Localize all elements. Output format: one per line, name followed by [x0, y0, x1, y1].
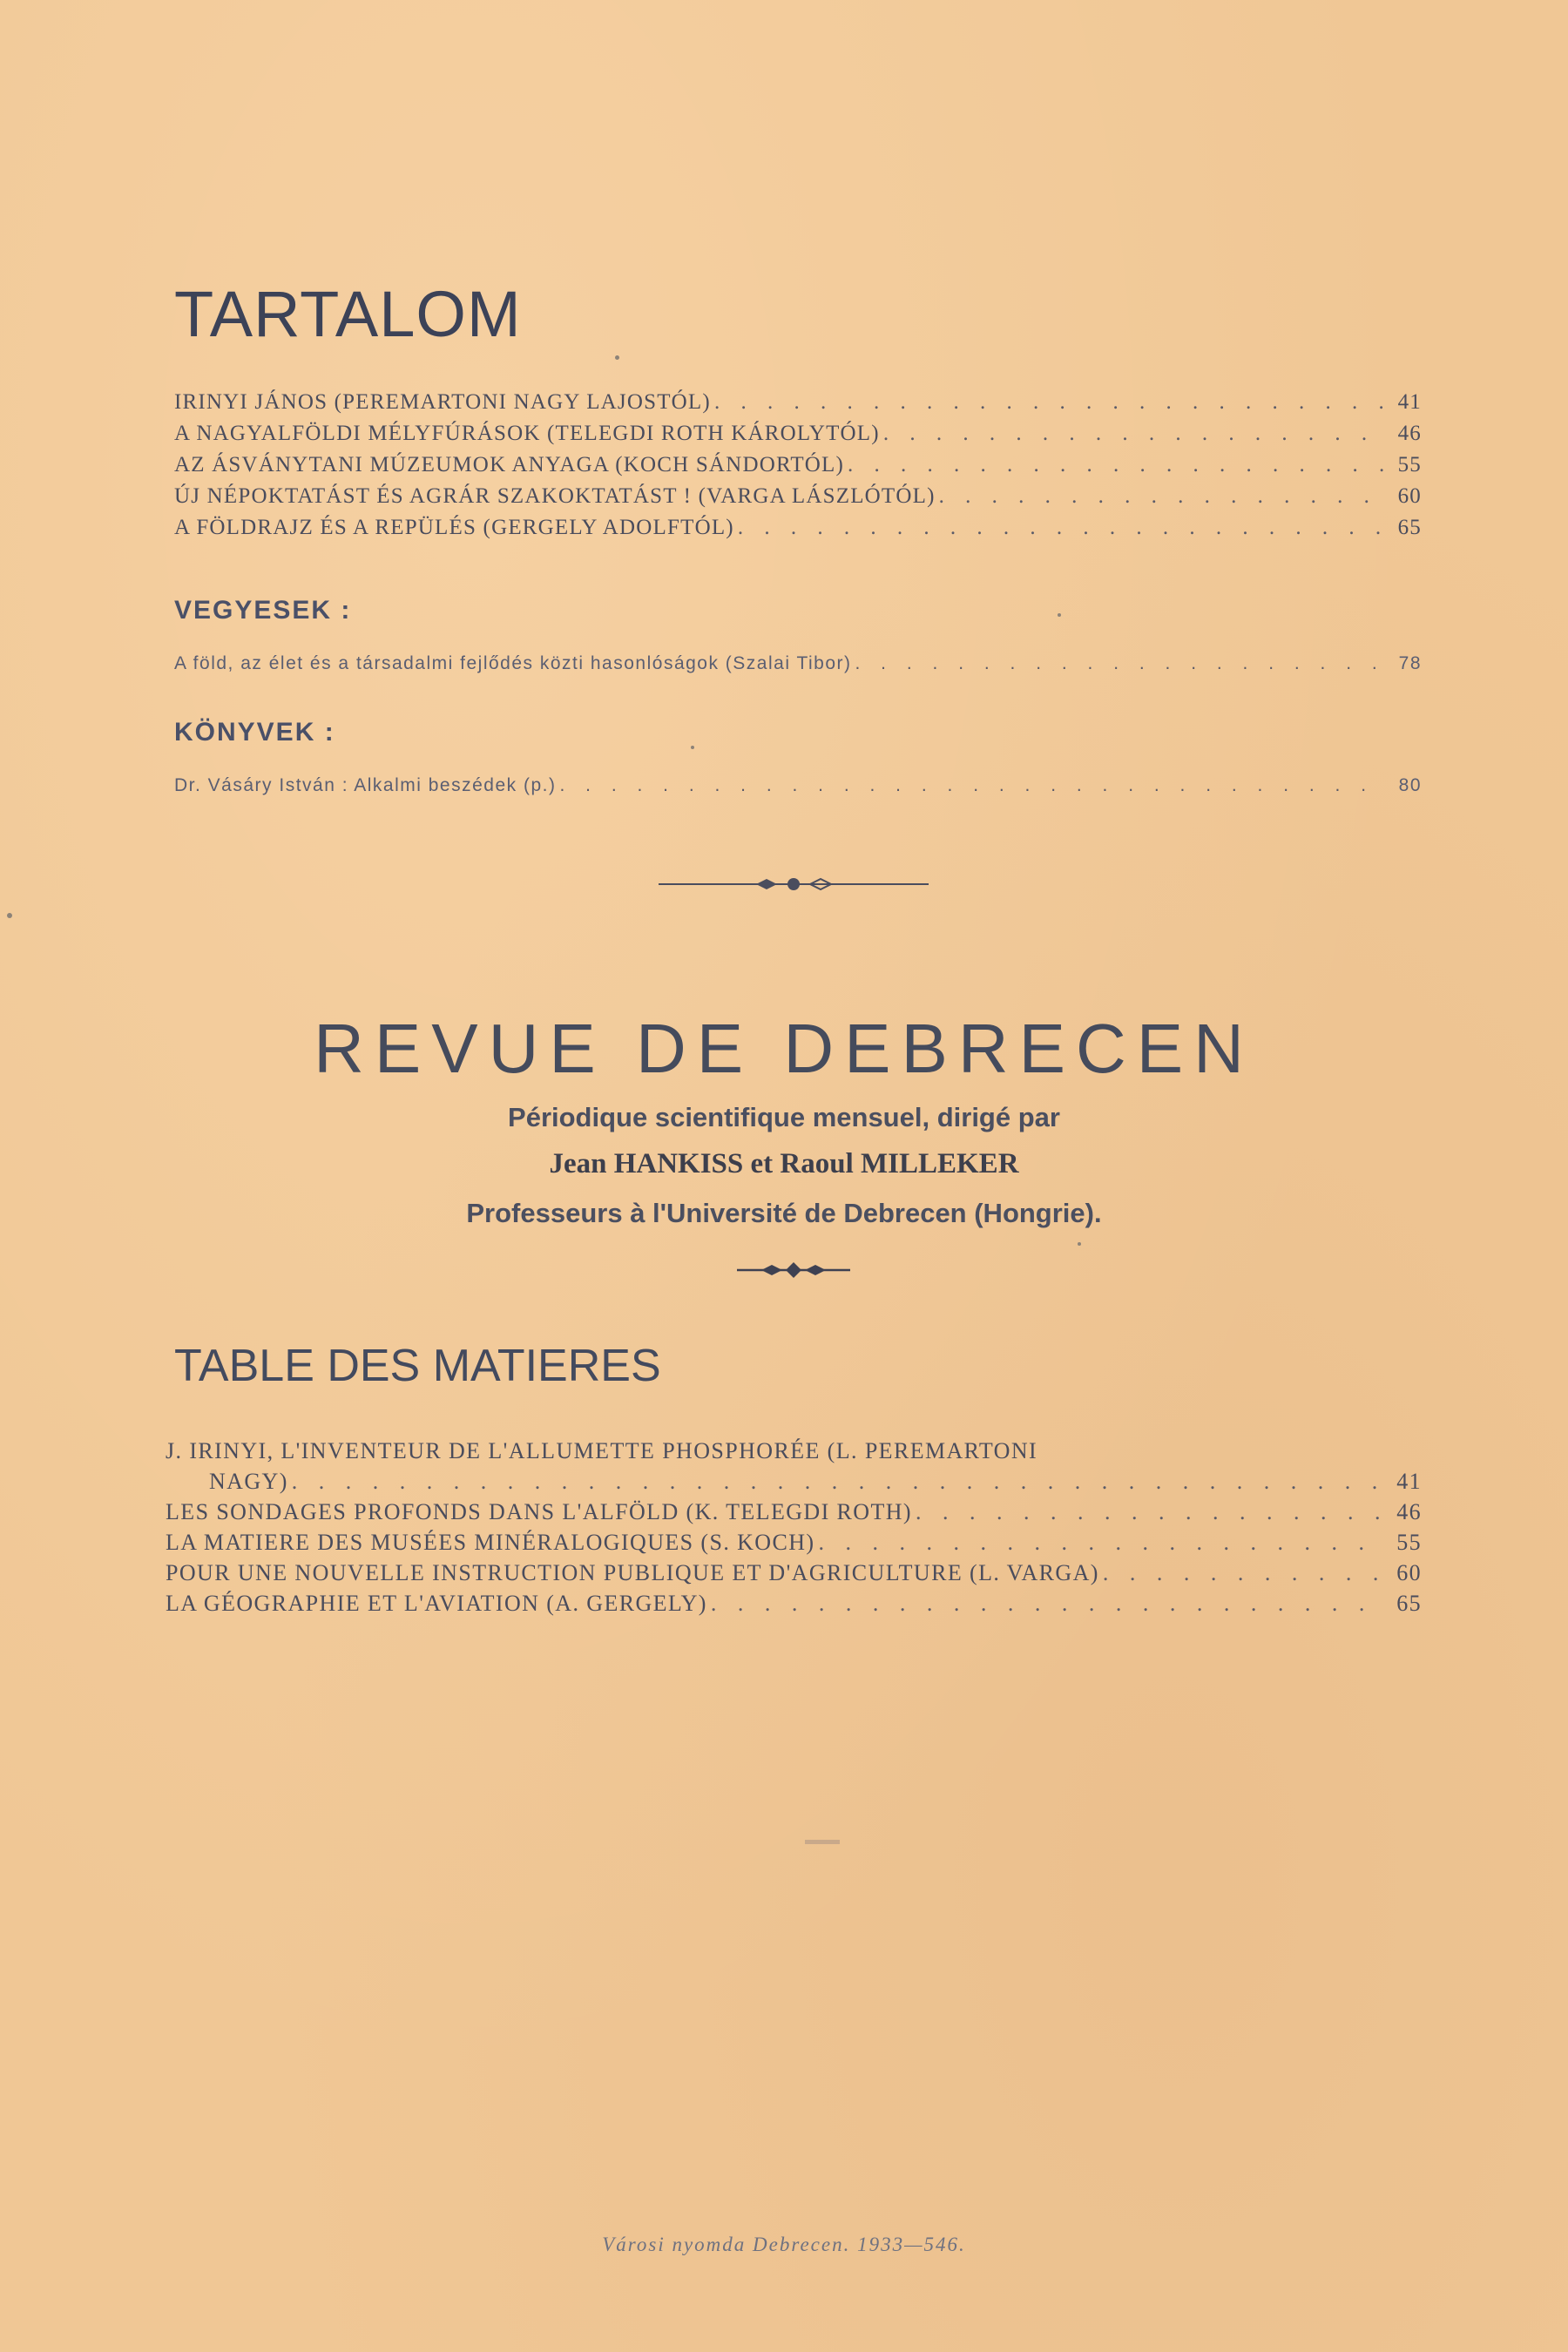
list-item [174, 449, 1422, 481]
entry-title: AZ ÁSVÁNYTANI MÚZEUMOK ANYAGA (KOCH SÁNDORTÓL) [174, 453, 845, 476]
leader-dots [738, 512, 1385, 544]
entry-title-continued: NAGY) [209, 1469, 288, 1494]
ornament-divider-icon [659, 874, 929, 895]
entry-page: 60 [1396, 1560, 1422, 1585]
list-item [174, 418, 1422, 449]
list-item [174, 481, 1422, 512]
entry-page: 41 [1397, 390, 1422, 414]
page-title-tartalom: TARTALOM [174, 278, 522, 350]
list-item [174, 387, 1422, 418]
list-item [166, 1466, 1422, 1497]
entry-page: 80 [1398, 775, 1422, 795]
leader-dots [711, 1588, 1385, 1619]
section-heading-konyvek: KÖNYVEK : [174, 718, 335, 747]
leader-dots [855, 648, 1385, 679]
leader-dots [818, 1527, 1385, 1558]
entry-title: ÚJ NÉPOKTATÁST ÉS AGRÁR SZAKOKTATÁST ! (VARGA LÁSZLÓTÓL) [174, 484, 936, 508]
list-item [174, 770, 1422, 801]
leader-dots [883, 418, 1385, 449]
list-item [166, 1558, 1422, 1588]
ornament-small-icon [737, 1260, 850, 1280]
paper-speck [1078, 1242, 1081, 1246]
entry-page: 55 [1397, 453, 1422, 476]
entry-title: LES SONDAGES PROFONDS DANS L'ALFÖLD (K. TELEGDI ROTH) [166, 1499, 912, 1524]
paper-speck [1058, 613, 1061, 617]
entry-title: POUR UNE NOUVELLE INSTRUCTION PUBLIQUE ET D'AGRICULTURE (L. VARGA) [166, 1560, 1099, 1585]
printer-mark [805, 1840, 840, 1844]
entry-title: LA MATIERE DES MUSÉES MINÉRALOGIQUES (S. KOCH) [166, 1530, 815, 1555]
entry-title: LA GÉOGRAPHIE ET L'AVIATION (A. GERGELY) [166, 1591, 707, 1616]
leader-dots [292, 1466, 1385, 1497]
entry-page: 65 [1397, 516, 1422, 539]
list-item [166, 1588, 1422, 1619]
entry-page: 46 [1397, 422, 1422, 445]
list-item [174, 648, 1422, 679]
paper-speck [7, 913, 12, 918]
leader-dots [714, 387, 1385, 418]
revue-title: REVUE DE DEBRECEN [314, 1010, 1254, 1087]
konyvek-list [174, 770, 1422, 801]
printer-imprint: Városi nyomda Debrecen. 1933—546. [602, 2234, 966, 2255]
paper-speck [691, 746, 694, 749]
vegyesek-list [174, 648, 1422, 679]
leader-dots [916, 1497, 1385, 1527]
entry-page: 46 [1396, 1499, 1422, 1524]
leader-dots [559, 770, 1385, 801]
list-item [166, 1497, 1422, 1527]
paper-speck [615, 355, 619, 360]
entry-page: 65 [1396, 1591, 1422, 1616]
entry-title: Dr. Vásáry István : Alkalmi beszédek (p.) [174, 775, 557, 795]
entry-page: 55 [1396, 1530, 1422, 1555]
leader-dots [848, 449, 1385, 481]
tartalom-list [174, 387, 1422, 544]
list-item [174, 512, 1422, 544]
list-item [166, 1436, 1422, 1466]
section-heading-vegyesek: VEGYESEK : [174, 596, 352, 625]
leader-dots [1103, 1558, 1385, 1588]
list-item [166, 1527, 1422, 1558]
entry-title: J. IRINYI, L'INVENTEUR DE L'ALLUMETTE PHOSPHORÉE (L. PEREMARTONI [166, 1438, 1038, 1463]
revue-editors: Jean HANKISS et Raoul MILLEKER [549, 1148, 1019, 1179]
entry-page: 78 [1398, 653, 1422, 673]
revue-subtitle: Périodique scientifique mensuel, dirigé par [508, 1102, 1060, 1132]
entry-title: A NAGYALFÖLDI MÉLYFÚRÁSOK (TELEGDI ROTH KÁROLYTÓL) [174, 422, 880, 445]
entry-page: 41 [1396, 1469, 1422, 1494]
page-title-table-des-matieres: TABLE DES MATIERES [174, 1341, 661, 1391]
revue-affiliation: Professeurs à l'Université de Debrecen (Hongrie). [466, 1198, 1102, 1228]
entry-title: A föld, az élet és a társadalmi fejlődés közti hasonlóságok (Szalai Tibor) [174, 653, 852, 673]
entry-title: A FÖLDRAJZ ÉS A REPÜLÉS (GERGELY ADOLFTÓL) [174, 516, 734, 539]
leader-dots [939, 481, 1385, 512]
entry-page: 60 [1397, 484, 1422, 508]
entry-title: IRINYI JÁNOS (PEREMARTONI NAGY LAJOSTÓL) [174, 390, 711, 414]
table-des-matieres-list [166, 1436, 1422, 1619]
